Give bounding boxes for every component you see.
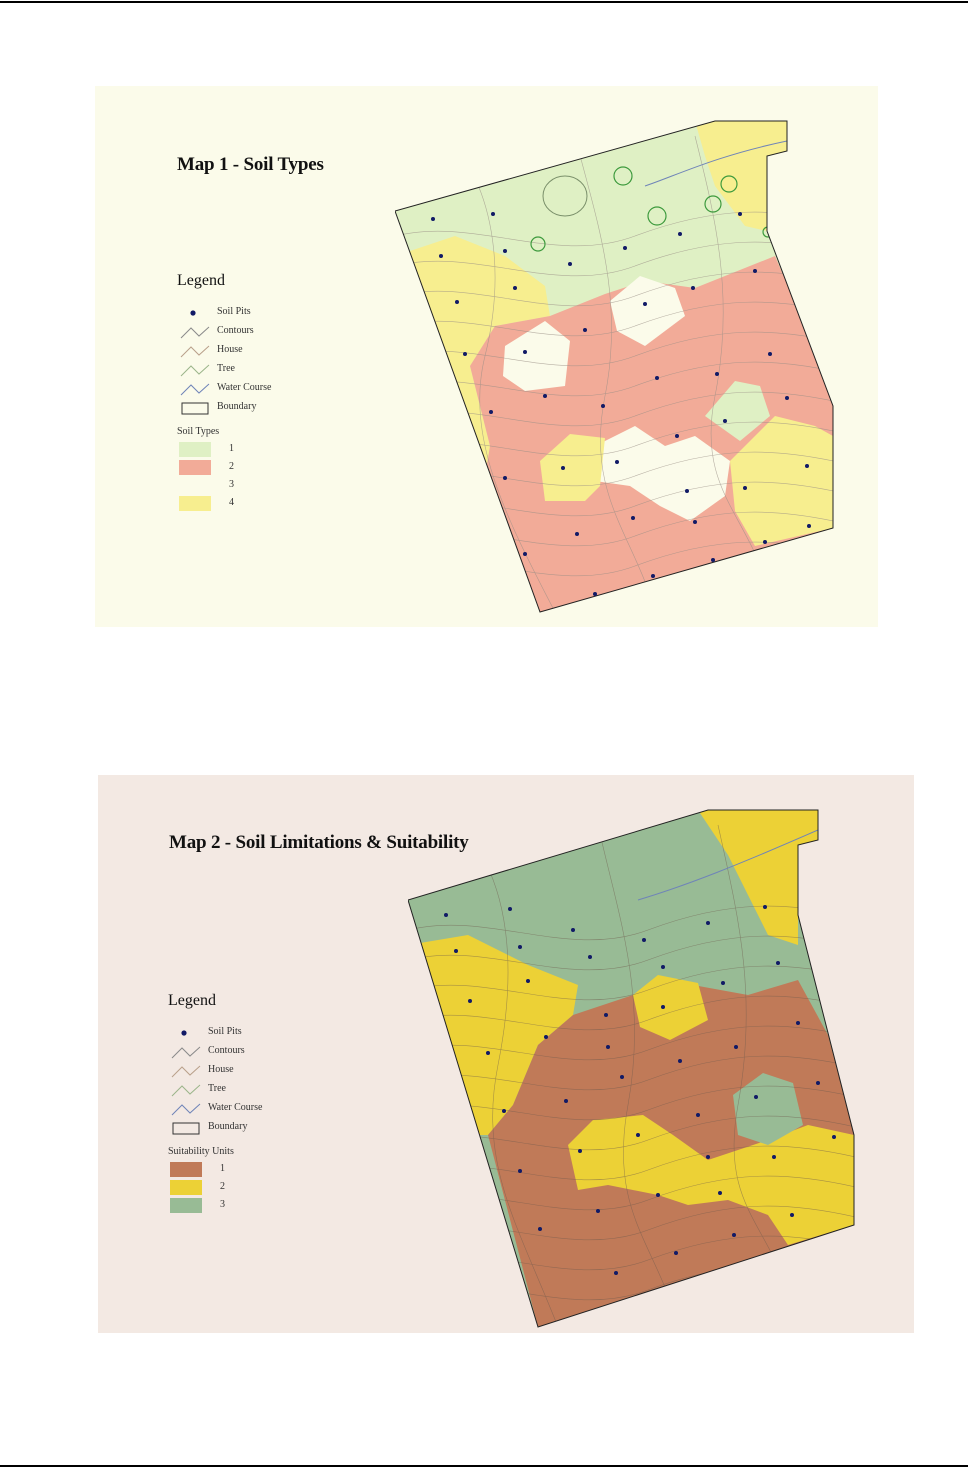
class-swatch [170,1162,202,1177]
class-swatch [179,496,211,511]
legend-class: 1 [177,441,225,459]
map-soil-limitations-suitability [98,775,914,1333]
legend [177,272,272,513]
legend-item-boundary: Boundary [168,1119,234,1138]
legend-classes-title: Soil Types [177,426,220,437]
legend-item-tree: Tree [168,1081,234,1100]
top-rule [0,1,968,3]
boundary-box-icon [170,1120,202,1136]
water-course-line-icon [179,381,211,397]
class-swatch [170,1198,202,1213]
class-swatch [170,1180,202,1195]
legend-class: 3 [168,1197,234,1215]
legend-item-contours: Contours [177,323,225,342]
legend-item-house: House [168,1062,234,1081]
contour-line-icon [179,324,211,340]
legend-title: Legend [168,992,216,1009]
soil-types-map-area [395,116,855,616]
suitability-map-area [408,805,868,1330]
legend [168,992,263,1215]
legend-class: 1 [168,1161,234,1179]
legend-class: 2 [177,459,225,477]
water-course-line-icon [170,1101,202,1117]
legend-class: 2 [168,1179,234,1197]
soil-pit-dot-icon [170,1025,202,1041]
house-line-icon [179,343,211,359]
bottom-rule [0,1465,968,1467]
contour-line-icon [170,1044,202,1060]
legend-item-house: House [177,342,225,361]
map-soil-types [95,86,878,627]
class-swatch [179,460,211,475]
class-swatch [179,442,211,457]
tree-line-icon [170,1082,202,1098]
soil-pit-dot-icon [179,305,211,321]
legend-title: Legend [177,272,225,289]
class-swatch [179,478,211,493]
map-title: Map 2 - Soil Limitations & Suitability [169,832,469,853]
legend-classes-title: Suitability Units [168,1146,234,1157]
legend-item-boundary: Boundary [177,399,225,418]
legend-item-water-course: Water Course [168,1100,234,1119]
map-title: Map 1 - Soil Types [177,154,324,175]
legend-item-tree: Tree [177,361,225,380]
legend-item-water-course: Water Course [177,380,225,399]
legend-item-soil-pits: Soil Pits [177,304,225,323]
legend-class: 4 [177,495,225,513]
legend-item-contours: Contours [168,1043,234,1062]
legend-item-soil-pits: Soil Pits [168,1024,234,1043]
tree-line-icon [179,362,211,378]
house-line-icon [170,1063,202,1079]
legend-class: 3 [177,477,225,495]
boundary-box-icon [179,400,211,416]
